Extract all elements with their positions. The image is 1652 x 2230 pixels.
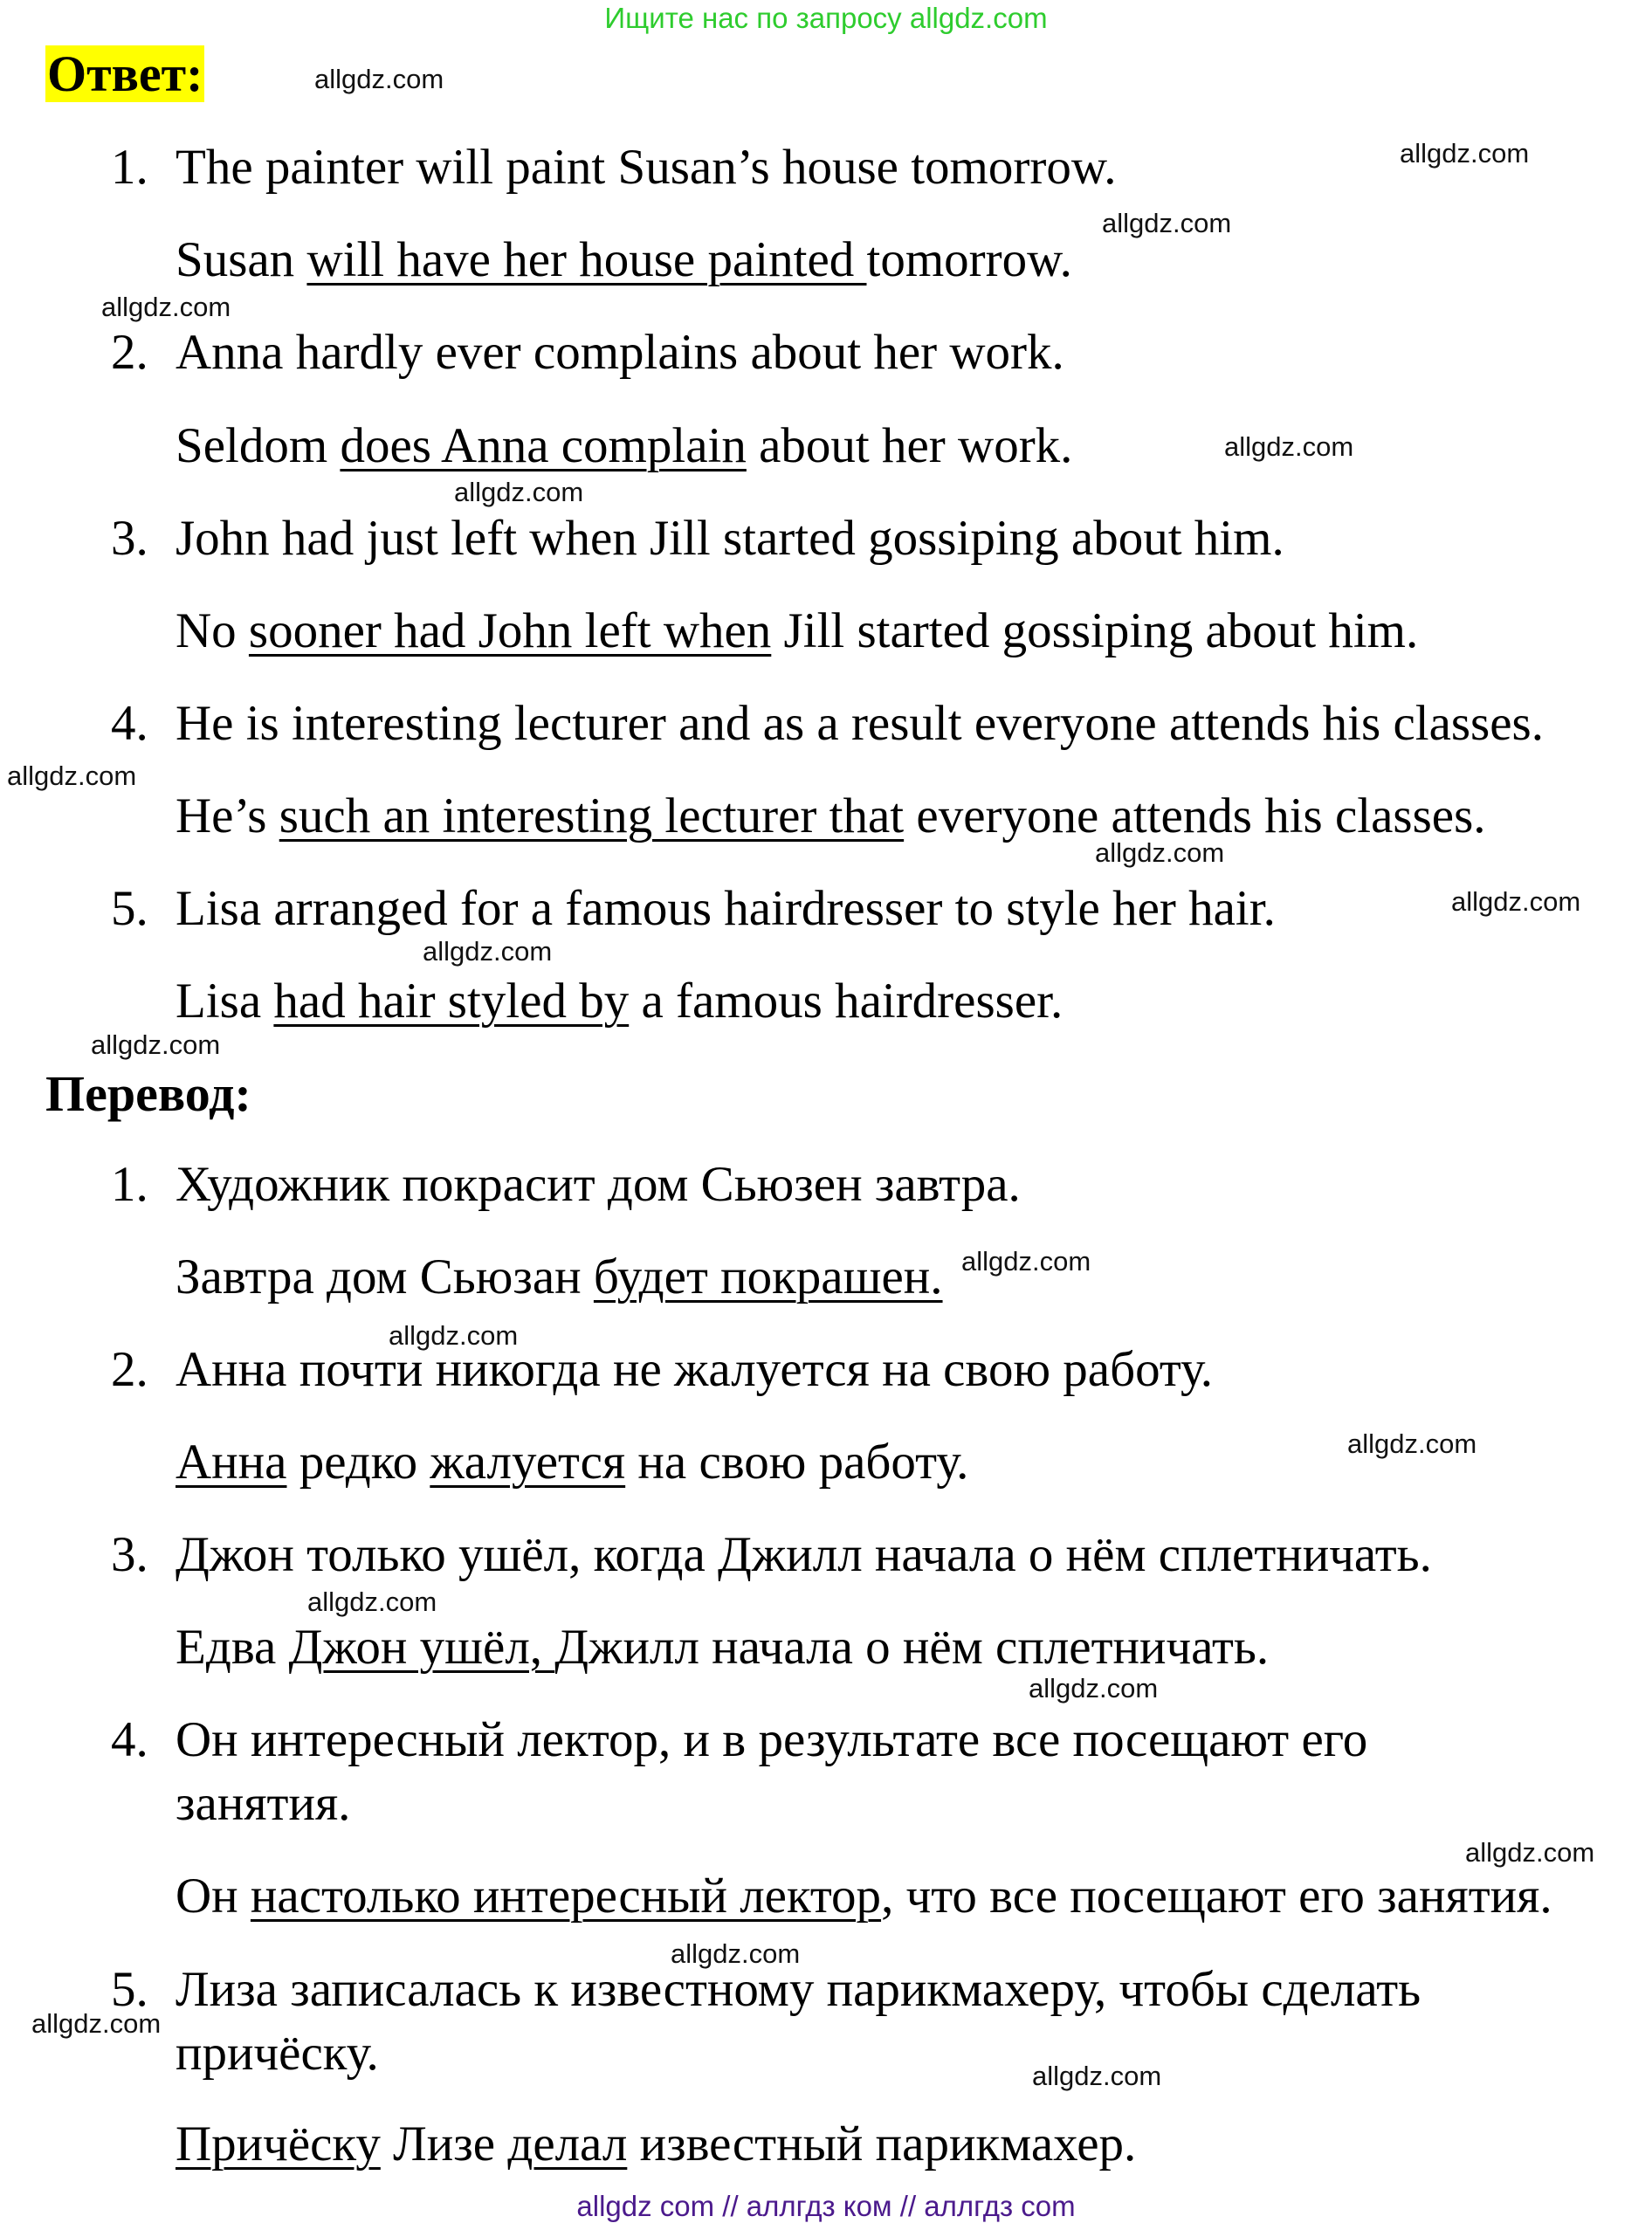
sentence — [176, 1428, 968, 1497]
sentence — [176, 689, 1544, 759]
watermark: allgdz.com — [1032, 2061, 1162, 2091]
text-segment: about her work. — [746, 418, 1073, 473]
item-number: 5. — [111, 1962, 148, 2017]
sentence — [176, 874, 1276, 944]
underlined-phrase: будет покрашен. — [593, 1249, 943, 1304]
text-segment: причёску. — [176, 2026, 379, 2081]
text-segment: The painter will paint Susan’s house tomorrow. — [176, 140, 1117, 195]
sentence — [176, 1613, 1269, 1683]
sentence — [176, 1769, 350, 1839]
text-segment: a famous hairdresser. — [629, 974, 1063, 1029]
watermark: allgdz.com — [454, 477, 584, 507]
bottom-banner: allgdz com // аллгдз ком // аллгдз com — [576, 2190, 1076, 2222]
watermark: allgdz.com — [307, 1586, 437, 1617]
sentence — [176, 411, 1072, 481]
item-number: 2. — [111, 1342, 148, 1397]
item-number: 3. — [111, 511, 148, 566]
watermark: allgdz.com — [101, 292, 231, 322]
underlined-phrase: настолько интересный лектор — [250, 1869, 882, 1924]
sentence — [176, 2019, 379, 2089]
text-segment: Художник покрасит дом Сьюзен завтра. — [176, 1157, 1021, 1212]
text-segment: Он интересный лектор, и в результате все посещают его — [176, 1712, 1368, 1767]
watermark: allgdz.com — [1347, 1428, 1477, 1459]
text-segment: Анна почти никогда не жалуется на свою работу. — [176, 1342, 1214, 1397]
text-segment: tomorrow. — [866, 232, 1072, 287]
item-number: 1. — [111, 140, 148, 195]
text-segment: Jill started gossiping about him. — [771, 603, 1419, 658]
text-segment: Лиза записалась к известному парикмахеру, чтобы сделать — [176, 1962, 1421, 2017]
sentence — [176, 2110, 1136, 2179]
sentence — [176, 504, 1284, 574]
underlined-phrase: Причёску — [176, 2116, 381, 2171]
text-segment: Джилл начала о нём сплетничать. — [554, 1620, 1270, 1675]
watermark: allgdz.com — [1102, 208, 1232, 238]
underlined-phrase: will have her house painted — [306, 232, 867, 287]
sentence — [176, 1520, 1432, 1590]
underlined-phrase: Джон ушёл, — [288, 1620, 555, 1675]
text-segment: He’s — [176, 788, 279, 843]
top-banner: Ищите нас по запросу allgdz.com — [604, 2, 1048, 34]
watermark: allgdz.com — [389, 1320, 519, 1351]
item-number: 4. — [111, 696, 148, 751]
watermark: allgdz.com — [91, 1029, 221, 1060]
sentence — [176, 596, 1418, 666]
sentence — [176, 1862, 1552, 1931]
text-segment: Lisa — [176, 974, 274, 1029]
underlined-phrase: жалуется — [430, 1435, 626, 1490]
text-segment: everyone attends his classes. — [904, 788, 1486, 843]
watermark: allgdz.com — [1400, 138, 1530, 169]
underlined-phrase: делал — [507, 2116, 628, 2171]
item-number: 2. — [111, 325, 148, 380]
translation-heading: Перевод: — [45, 1065, 251, 1122]
text-segment: на свою работу. — [625, 1435, 969, 1490]
text-segment: Anna hardly ever complains about her work. — [176, 325, 1064, 380]
watermark: allgdz.com — [1224, 431, 1354, 462]
text-segment: He is interesting lecturer and as a result everyone attends his classes. — [176, 696, 1544, 751]
answer-heading-text: Ответ: — [47, 45, 203, 102]
text-segment: Он — [176, 1869, 251, 1924]
underlined-phrase: does Anna complain — [340, 418, 747, 473]
watermark: allgdz.com — [31, 2008, 162, 2039]
text-segment: John had just left when Jill started gossiping about him. — [176, 511, 1284, 566]
sentence — [176, 1705, 1367, 1775]
item-number: 4. — [111, 1712, 148, 1767]
text-segment: Lisa arranged for a famous hairdresser to style her hair. — [176, 881, 1276, 936]
watermark: allgdz.com — [314, 64, 444, 94]
watermark: allgdz.com — [1451, 886, 1581, 917]
text-segment: Завтра дом Сьюзан — [176, 1249, 594, 1304]
item-number: 3. — [111, 1527, 148, 1582]
watermark: allgdz.com — [1465, 1837, 1595, 1868]
text-segment: Seldom — [176, 418, 341, 473]
watermark: allgdz.com — [1095, 837, 1225, 868]
text-segment: Susan — [176, 232, 307, 287]
watermark: allgdz.com — [1029, 1673, 1159, 1703]
item-number: 1. — [111, 1157, 148, 1212]
text-segment: , что все посещают его занятия. — [881, 1869, 1552, 1924]
item-number: 5. — [111, 881, 148, 936]
watermark: allgdz.com — [423, 936, 553, 967]
sentence — [176, 225, 1072, 295]
text-segment: Лизе — [380, 2116, 508, 2171]
text-segment: Джон только ушёл, когда Джилл начала о нём сплетничать. — [176, 1527, 1432, 1582]
watermark: allgdz.com — [961, 1246, 1091, 1277]
sentence — [176, 781, 1486, 851]
sentence — [176, 967, 1063, 1036]
text-segment: занятия. — [176, 1776, 351, 1831]
underlined-phrase: sooner had John left when — [248, 603, 772, 658]
text-segment: известный парикмахер. — [627, 2116, 1137, 2171]
answer-heading — [45, 44, 204, 105]
sentence — [176, 1335, 1213, 1405]
sentence — [176, 133, 1117, 203]
text-segment: Едва — [176, 1620, 289, 1675]
sentence — [176, 318, 1064, 388]
text-segment: редко — [286, 1435, 430, 1490]
underlined-phrase: had hair styled by — [273, 974, 630, 1029]
underlined-phrase: such an interesting lecturer that — [279, 788, 905, 843]
sentence — [176, 1150, 1021, 1220]
underlined-phrase: Анна — [176, 1435, 287, 1490]
sentence — [176, 1242, 943, 1312]
text-segment: No — [176, 603, 249, 658]
watermark: allgdz.com — [671, 1938, 801, 1969]
watermark: allgdz.com — [7, 761, 137, 791]
